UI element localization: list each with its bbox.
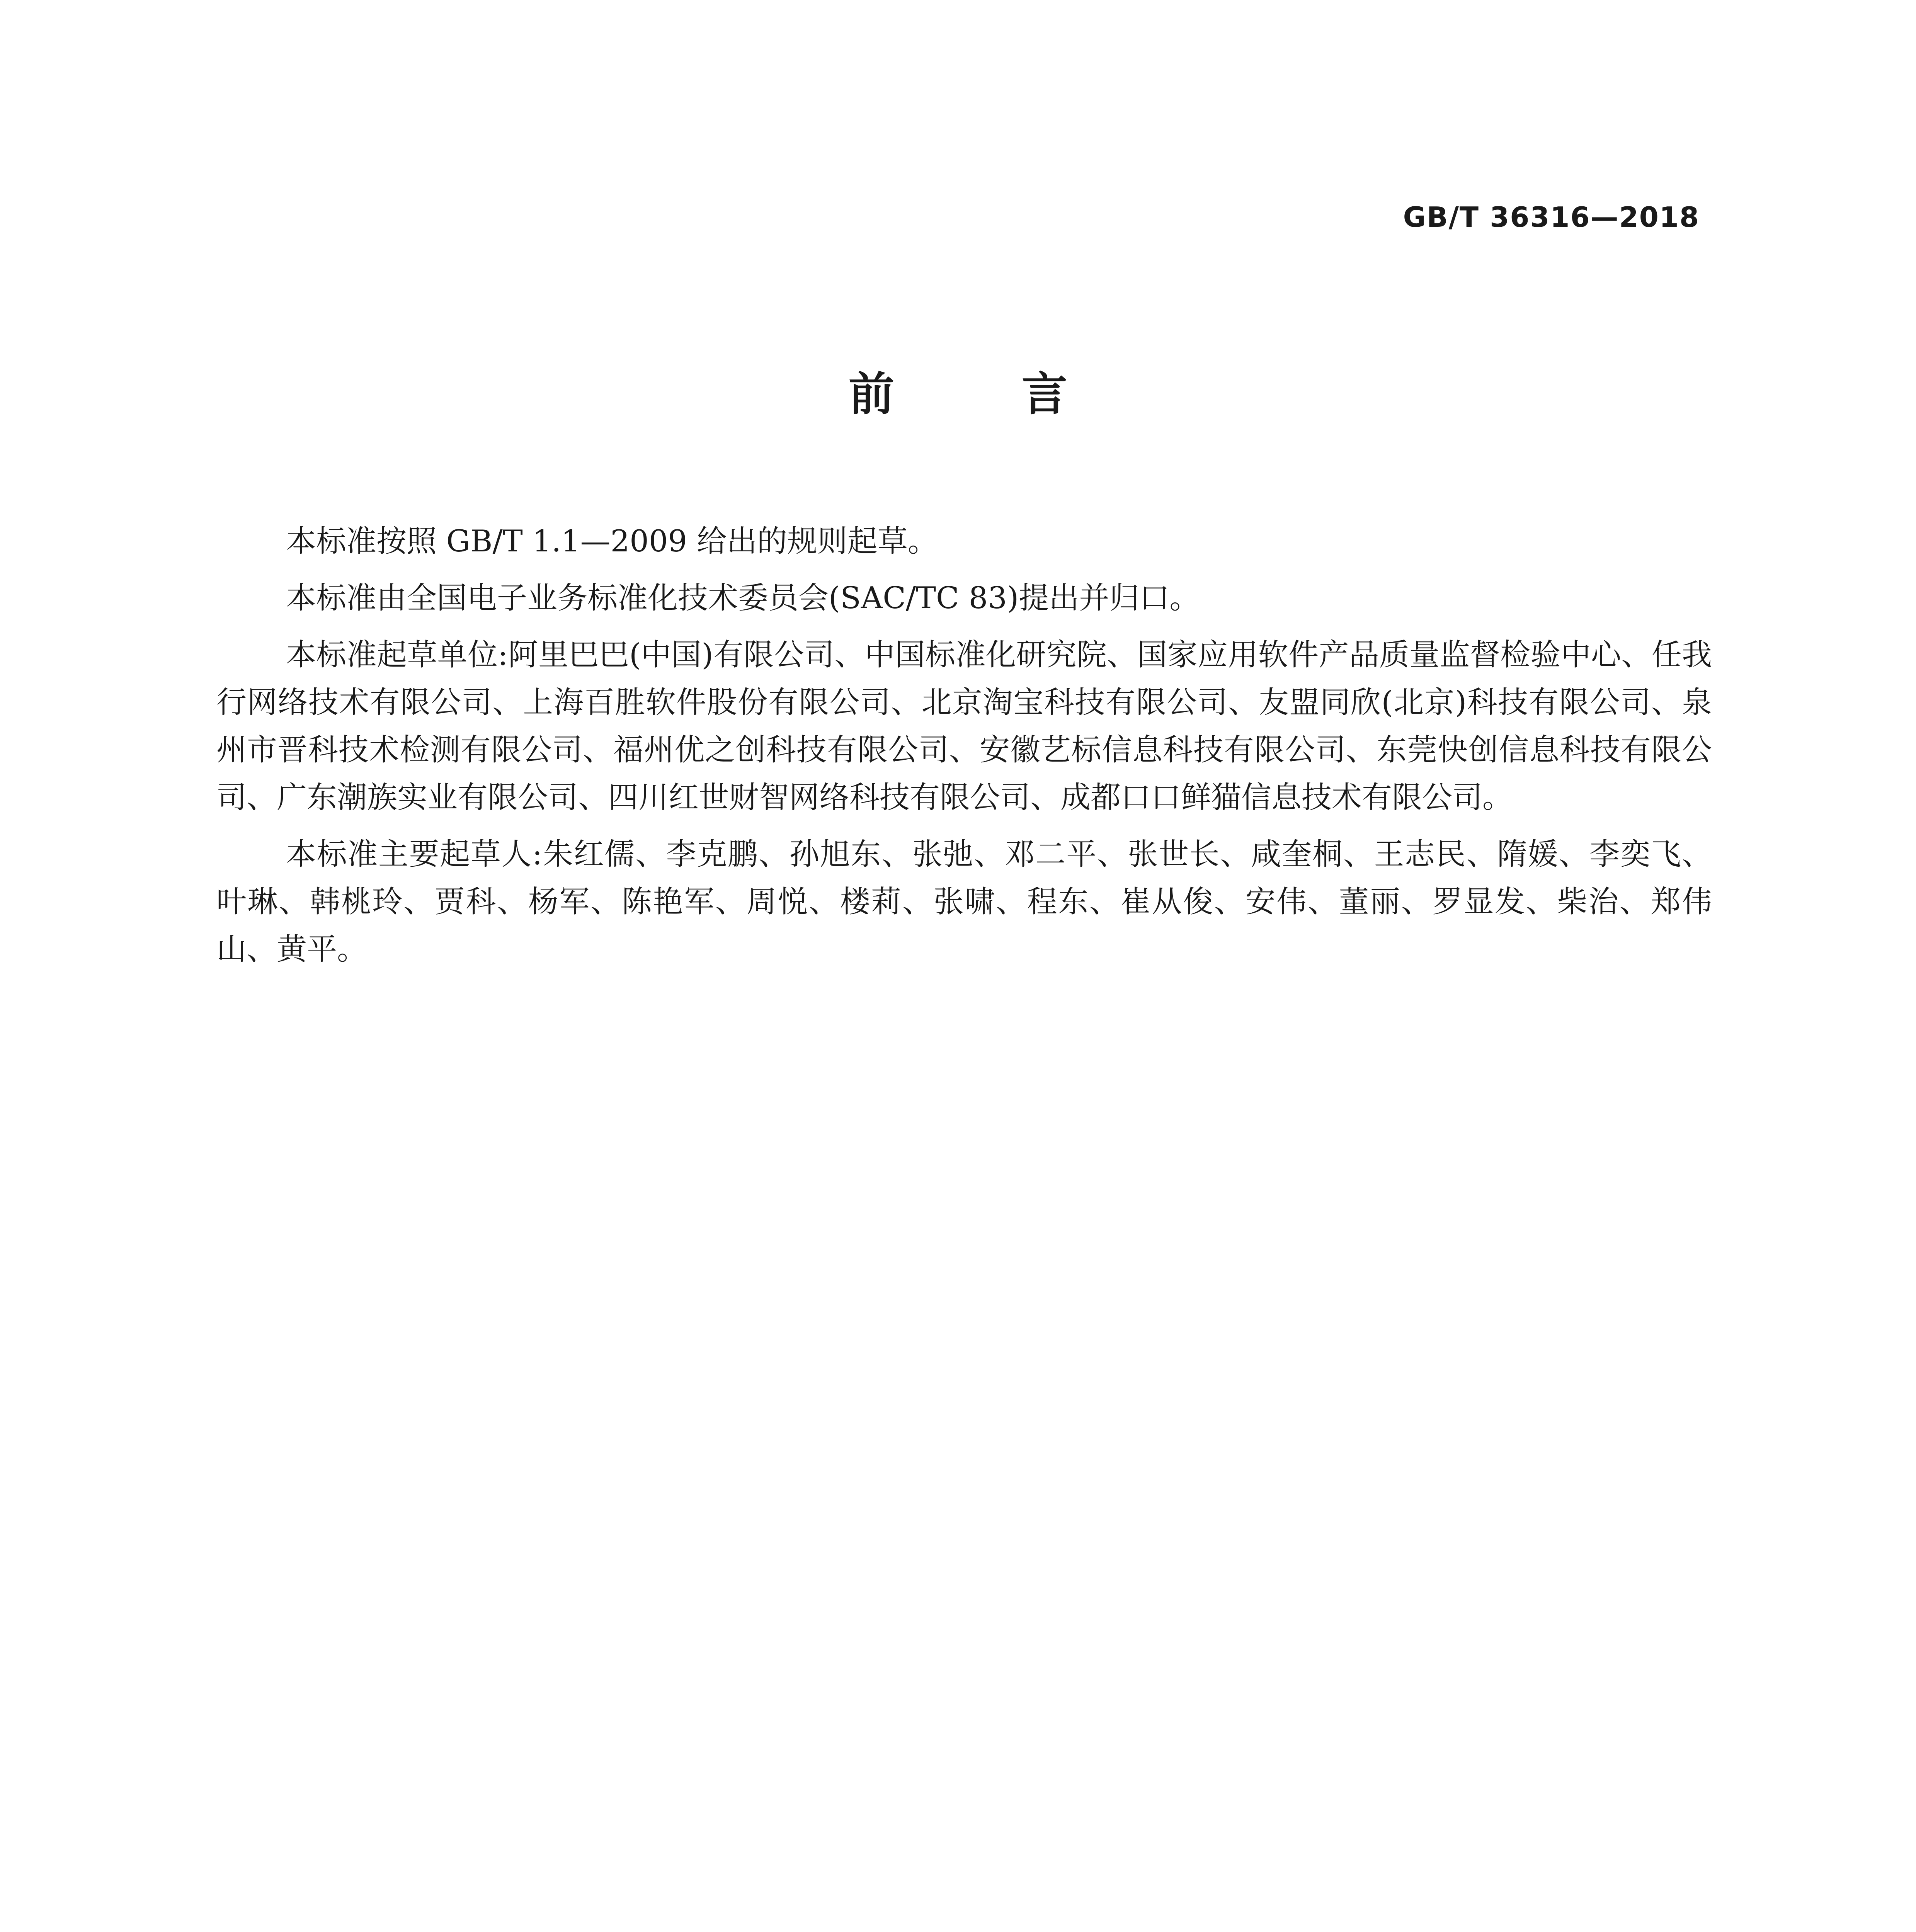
paragraph-main-drafters: 本标准主要起草人:朱红儒、李克鹏、孙旭东、张弛、邓二平、张世长、咸奎桐、王志民、隋媛、李奕飞、叶琳、韩桃玲、贾科、杨军、陈艳军、周悦、楼莉、张啸、程东、崔从俊、安伟、董丽、罗显发、柴治、郑伟山、黄平。 [216,837,1712,967]
page-title: 前言 [848,367,1195,421]
paragraph-proposer: 本标准由全国电子业务标准化技术委员会(SAC/TC 83)提出并归口。 [286,581,1200,616]
paragraph-drafting-rules: 本标准按照 GB/T 1.1—2009 给出的规则起草。 [286,524,938,559]
paragraph-drafting-organizations: 本标准起草单位:阿里巴巴(中国)有限公司、中国标准化研究院、国家应用软件产品质量监督检验中心、任我行网络技术有限公司、上海百胜软件股份有限公司、北京淘宝科技有限公司、友盟同欣(北京)科技有限公司、泉州市晋科技术检测有限公司、福州优之创科技有限公司、安徽艺标信息科技有限公司、东莞快创信息科技有限公司、广东潮族实业有限公司、四川红世财智网络科技有限公司、成都口口鲜猫信息技术有限公司。 [216,638,1712,815]
standard-number: GB/T 36316—2018 [1403,201,1700,233]
foreword-body [216,518,1712,973]
